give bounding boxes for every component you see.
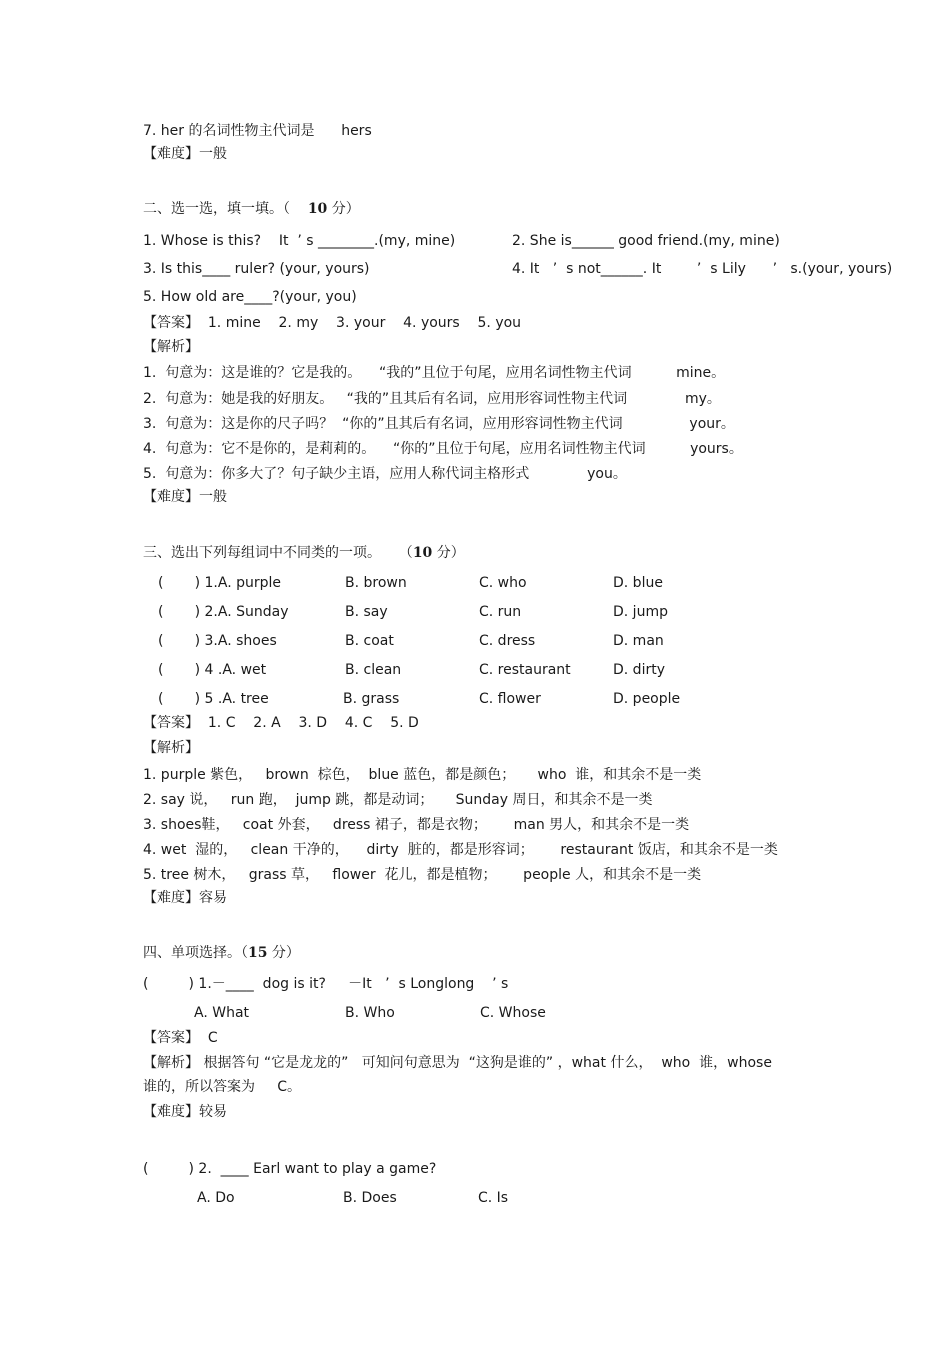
text-line <box>143 841 778 859</box>
text-line <box>345 632 394 650</box>
text-line <box>143 440 743 458</box>
text-line <box>143 288 357 306</box>
text-line <box>143 1078 301 1096</box>
line-text: ( ) 2. ____ Earl want to play a game? <box>143 1161 437 1177</box>
text-line <box>158 574 281 592</box>
line-text: 【解析】 <box>143 339 199 355</box>
text-line <box>345 1004 395 1022</box>
line-text: D. blue <box>613 575 663 591</box>
score-points: 10 <box>412 545 433 561</box>
text-line <box>143 200 360 218</box>
text-line <box>158 690 269 708</box>
score-points: 10 <box>307 201 328 217</box>
line-text: 四、单项选择。（ <box>143 945 248 961</box>
text-line <box>479 661 571 679</box>
text-line <box>143 766 701 784</box>
line-text: 5. How old are____?(your, you) <box>143 289 357 305</box>
text-line <box>143 944 300 962</box>
line-text: 1. Whose is this? It ’ s ________.(my, mine) <box>143 233 456 249</box>
line-text: 7. her 的名词性物主代词是 hers <box>143 123 372 139</box>
line-text: 2. She is______ good friend.(my, mine) <box>512 233 780 249</box>
line-text: ( ) 3.A. shoes <box>158 633 277 649</box>
line-text: 3. 句意为：这是你的尺子吗？ “你的”且其后有名词，应用形容词性物主代词 your。 <box>143 416 735 432</box>
text-line <box>143 390 721 408</box>
text-line <box>143 866 701 884</box>
text-line <box>143 415 735 433</box>
text-line <box>143 1029 218 1047</box>
line-text: 【答案】 1. mine 2. my 3. your 4. yours 5. you <box>143 315 522 331</box>
line-text: D. dirty <box>613 662 665 678</box>
line-text: 【解析】 根据答句 “它是龙龙的” 可知问句意思为 “这狗是谁的” ，what 什么， who 谁，whose <box>143 1055 772 1071</box>
line-text: A. What <box>194 1005 250 1021</box>
line-text: 【解析】 <box>143 740 199 756</box>
text-line <box>143 314 521 332</box>
text-line <box>512 232 780 250</box>
text-line <box>194 1004 249 1022</box>
line-text: 【难度】一般 <box>143 146 227 162</box>
text-line <box>143 145 227 163</box>
text-line <box>345 661 401 679</box>
text-line <box>613 603 668 621</box>
text-line <box>613 632 664 650</box>
text-line <box>158 603 289 621</box>
text-line <box>480 1004 546 1022</box>
line-text: B. Does <box>343 1190 397 1206</box>
text-line <box>197 1189 235 1207</box>
line-text: 4. 句意为：它不是你的，是莉莉的。 “你的”且位于句尾，应用名词性物主代词 yours。 <box>143 441 743 457</box>
line-text: B. grass <box>343 691 400 707</box>
text-line <box>143 364 725 382</box>
line-text: 5. 句意为：你多大了？句子缺少主语，应用人称代词主格形式 you。 <box>143 466 627 482</box>
text-line <box>613 690 680 708</box>
line-text: B. coat <box>345 633 394 649</box>
text-line <box>345 603 388 621</box>
text-line <box>143 488 227 506</box>
text-line <box>143 260 370 278</box>
line-text: ( ) 4 .A. wet <box>158 662 267 678</box>
line-text: C. flower <box>479 691 541 707</box>
line-text: 5. tree 树木， grass 草， flower 花儿，都是植物； people 人，和其余不是一类 <box>143 867 702 883</box>
text-line <box>143 816 689 834</box>
line-text: A. Do <box>197 1190 235 1206</box>
text-line <box>143 338 199 356</box>
text-line <box>478 1189 508 1207</box>
line-text: 3. shoes鞋， coat 外套， dress 裙子，都是衣物； man 男人，和其余不是一类 <box>143 817 690 833</box>
line-text: D. people <box>613 691 681 707</box>
text-line <box>479 690 541 708</box>
text-line <box>143 1160 436 1178</box>
text-line <box>143 122 372 140</box>
text-line <box>143 544 465 562</box>
line-text: 3. Is this____ ruler? (your, yours) <box>143 261 370 277</box>
line-text: 4. wet 湿的， clean 干净的， dirty 脏的，都是形容词； restaurant 饭店，和其余不是一类 <box>143 842 778 858</box>
line-text: C. restaurant <box>479 662 571 678</box>
text-line <box>158 661 266 679</box>
line-text: B. Who <box>345 1005 395 1021</box>
text-line <box>143 889 227 907</box>
line-text: 【答案】 1. C 2. A 3. D 4. C 5. D <box>143 715 419 731</box>
text-line <box>143 465 627 483</box>
text-line <box>512 260 892 278</box>
line-text: D. man <box>613 633 664 649</box>
text-line <box>613 661 665 679</box>
text-line <box>613 574 663 592</box>
line-text: 1. purple 紫色， brown 棕色， blue 蓝色，都是颜色； who 谁，和其余不是一类 <box>143 767 702 783</box>
score-suffix: 分） <box>327 201 360 217</box>
line-text: 1. 句意为：这是谁的？它是我的。 “我的”且位于句尾，应用名词性物主代词 mine。 <box>143 365 726 381</box>
line-text: D. jump <box>613 604 668 620</box>
text-line <box>143 975 508 993</box>
line-text: 二、选一选，填一填。（ <box>143 201 308 217</box>
line-text: B. clean <box>345 662 402 678</box>
text-line <box>143 739 199 757</box>
text-line <box>143 232 455 250</box>
line-text: 2. say 说， run 跑， jump 跳，都是动词； Sunday 周日，和其余不是一类 <box>143 792 653 808</box>
line-text: 4. It ’ s not______. It ’ s Lily ’ s.(your, yours) <box>512 261 893 277</box>
line-text: C. who <box>479 575 527 591</box>
line-text: 【难度】一般 <box>143 489 227 505</box>
line-text: 【难度】较易 <box>143 1104 227 1120</box>
line-text: 三、选出下列每组词中不同类的一项。 （ <box>143 545 413 561</box>
line-text: ( ) 1.－____ dog is it? －It ’ s Longlong ’ s <box>143 976 509 992</box>
text-line <box>143 714 419 732</box>
text-line <box>479 632 535 650</box>
line-text: C. Is <box>478 1190 509 1206</box>
text-line <box>143 1103 227 1121</box>
line-text: 谁的，所以答案为 C。 <box>143 1079 302 1095</box>
text-line <box>479 574 527 592</box>
text-line <box>343 1189 397 1207</box>
text-line <box>479 603 521 621</box>
line-text: ( ) 5 .A. tree <box>158 691 269 707</box>
text-line <box>343 690 399 708</box>
line-text: B. say <box>345 604 388 620</box>
line-text: ( ) 1.A. purple <box>158 575 282 591</box>
text-line <box>345 574 407 592</box>
text-line <box>143 1054 772 1072</box>
text-line <box>158 632 277 650</box>
line-text: ( ) 2.A. Sunday <box>158 604 289 620</box>
text-line <box>143 791 652 809</box>
score-suffix: 分） <box>267 945 300 961</box>
score-suffix: 分） <box>432 545 465 561</box>
line-text: 【答案】 C <box>143 1030 218 1046</box>
line-text: 2. 句意为：她是我的好朋友。 “我的”且其后有名词，应用形容词性物主代词 my。 <box>143 391 721 407</box>
line-text: C. dress <box>479 633 536 649</box>
line-text: 【难度】容易 <box>143 890 227 906</box>
line-text: B. brown <box>345 575 407 591</box>
line-text: C. Whose <box>480 1005 546 1021</box>
line-text: C. run <box>479 604 522 620</box>
score-points: 15 <box>248 945 268 961</box>
